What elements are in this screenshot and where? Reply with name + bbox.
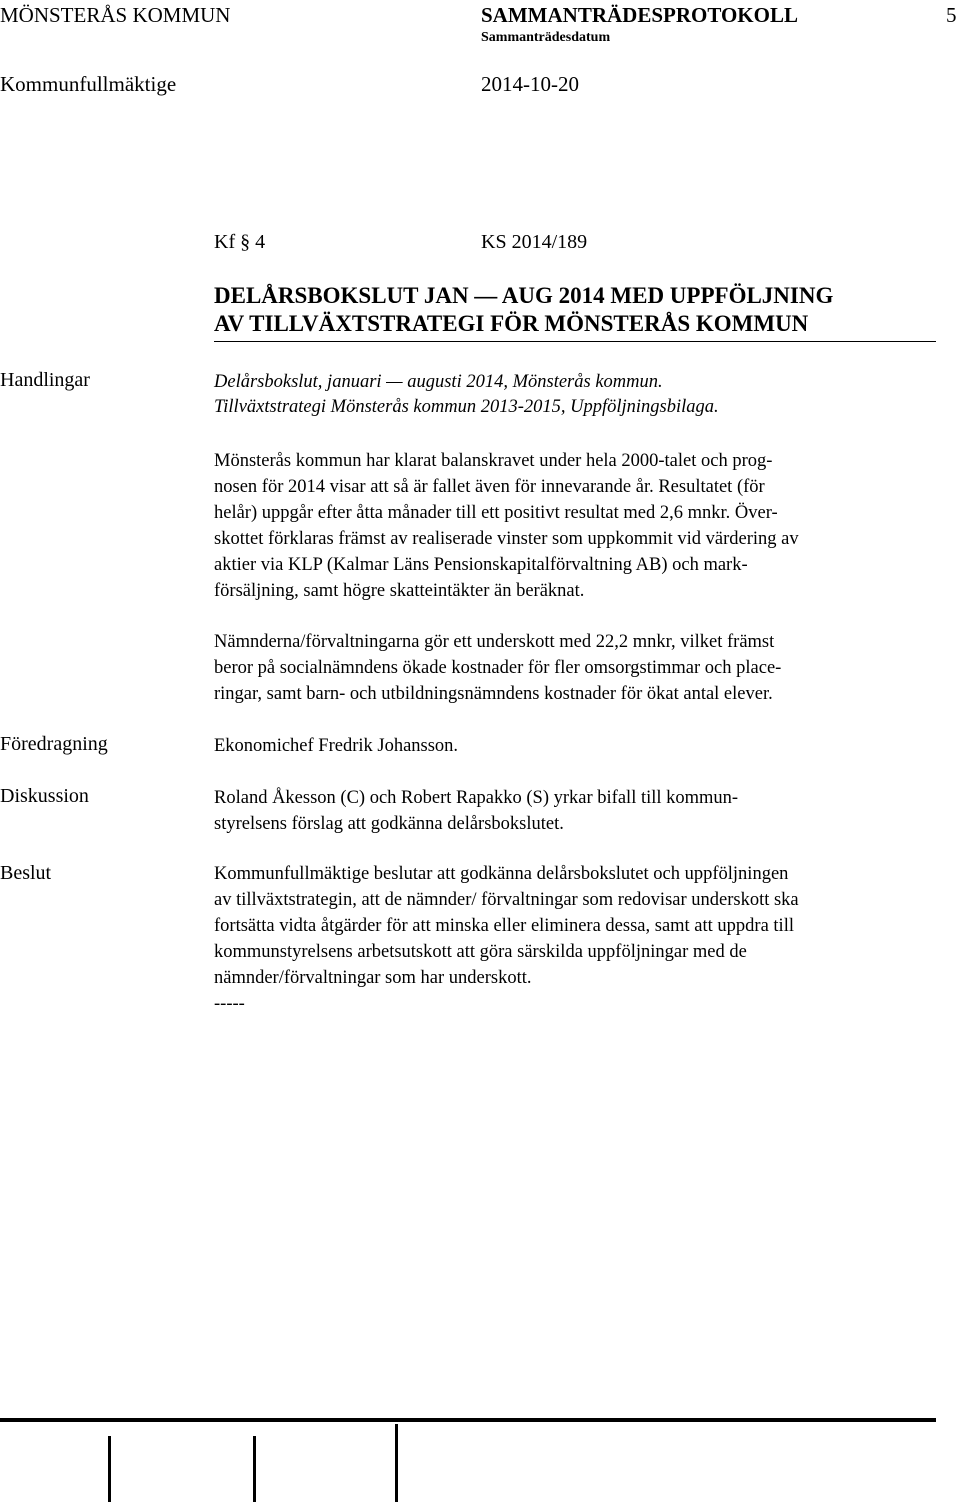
title-underline — [214, 341, 936, 342]
page-number: 5 — [946, 3, 957, 27]
signature-box-divider — [253, 1436, 256, 1502]
signature-box-divider — [108, 1436, 111, 1502]
body-paragraph-line: aktier via KLP (Kalmar Läns Pensionskapitalförvaltning AB) och mark- — [214, 555, 748, 575]
body-paragraph-line: skottet förklaras främst av realiserade vinster som uppkommit vid värdering av — [214, 529, 799, 549]
section-label-beslut: Beslut — [0, 862, 52, 884]
decision-line: kommunstyrelsens arbetsutskott att göra särskilda uppföljningar med de — [214, 942, 747, 962]
section-label-foredragning: Föredragning — [0, 733, 108, 755]
decision-line: av tillväxtstrategin, att de nämnder/ förvaltningar som redovisar underskott ska — [214, 890, 799, 910]
case-title-line: DELÅRSBOKSLUT JAN — AUG 2014 MED UPPFÖLJNING — [214, 283, 834, 308]
body-paragraph-line: försäljning, samt högre skatteintäkter än beräknat. — [214, 581, 585, 601]
meeting-date-label: Sammanträdesdatum — [481, 30, 611, 45]
meeting-body: Kommunfullmäktige — [0, 72, 177, 96]
decision-line: nämnder/förvaltningar som har underskott. — [214, 968, 532, 988]
discussion-line: Roland Åkesson (C) och Robert Rapakko (S) yrkar bifall till kommun- — [214, 788, 739, 808]
organization-name: MÖNSTERÅS KOMMUN — [0, 3, 231, 27]
case-title-line: AV TILLVÄXTSTRATEGI FÖR MÖNSTERÅS KOMMUN — [214, 311, 809, 336]
meeting-date: 2014-10-20 — [481, 72, 579, 96]
body-paragraph-line: Mönsterås kommun har klarat balanskravet under hela 2000-talet och prog- — [214, 451, 773, 471]
body-paragraph-line: helår) uppgår efter åtta månader till ett positivt resultat med 2,6 mnkr. Över- — [214, 503, 778, 523]
body-paragraph-line: beror på socialnämndens ökade kostnader för fler omsorgstimmar och place- — [214, 658, 782, 678]
case-reference: KS 2014/189 — [481, 231, 588, 253]
body-paragraph-line: nosen för 2014 visar att så är fallet även för innevarande år. Resultatet (för — [214, 477, 765, 497]
end-mark: ----- — [214, 994, 245, 1014]
decision-line: Kommunfullmäktige beslutar att godkänna delårsbokslutet och uppföljningen — [214, 864, 789, 884]
document-type: SAMMANTRÄDESPROTOKOLL — [481, 3, 798, 27]
section-label-diskussion: Diskussion — [0, 785, 89, 807]
body-paragraph-line: ringar, samt barn- och utbildningsnämndens kostnader för ökat antal elever. — [214, 684, 773, 704]
decision-line: fortsätta vidta åtgärder för att minska eller eliminera dessa, samt att uppdra till — [214, 916, 794, 936]
signature-box-top-border — [0, 1418, 936, 1422]
discussion-line: styrelsens förslag att godkänna delårsbokslutet. — [214, 814, 564, 834]
body-paragraph-line: Nämnderna/förvaltningarna gör ett underskott med 22,2 mnkr, vilket främst — [214, 632, 775, 652]
paragraph-number: Kf § 4 — [214, 231, 266, 253]
presenter-text: Ekonomichef Fredrik Johansson. — [214, 736, 459, 756]
document-list-item: Tillväxtstrategi Mönsterås kommun 2013-2015, Uppföljningsbilaga. — [214, 397, 719, 417]
signature-box-divider — [395, 1424, 398, 1502]
section-label-handlingar: Handlingar — [0, 369, 90, 391]
document-list-item: Delårsbokslut, januari — augusti 2014, Mönsterås kommun. — [214, 372, 663, 392]
